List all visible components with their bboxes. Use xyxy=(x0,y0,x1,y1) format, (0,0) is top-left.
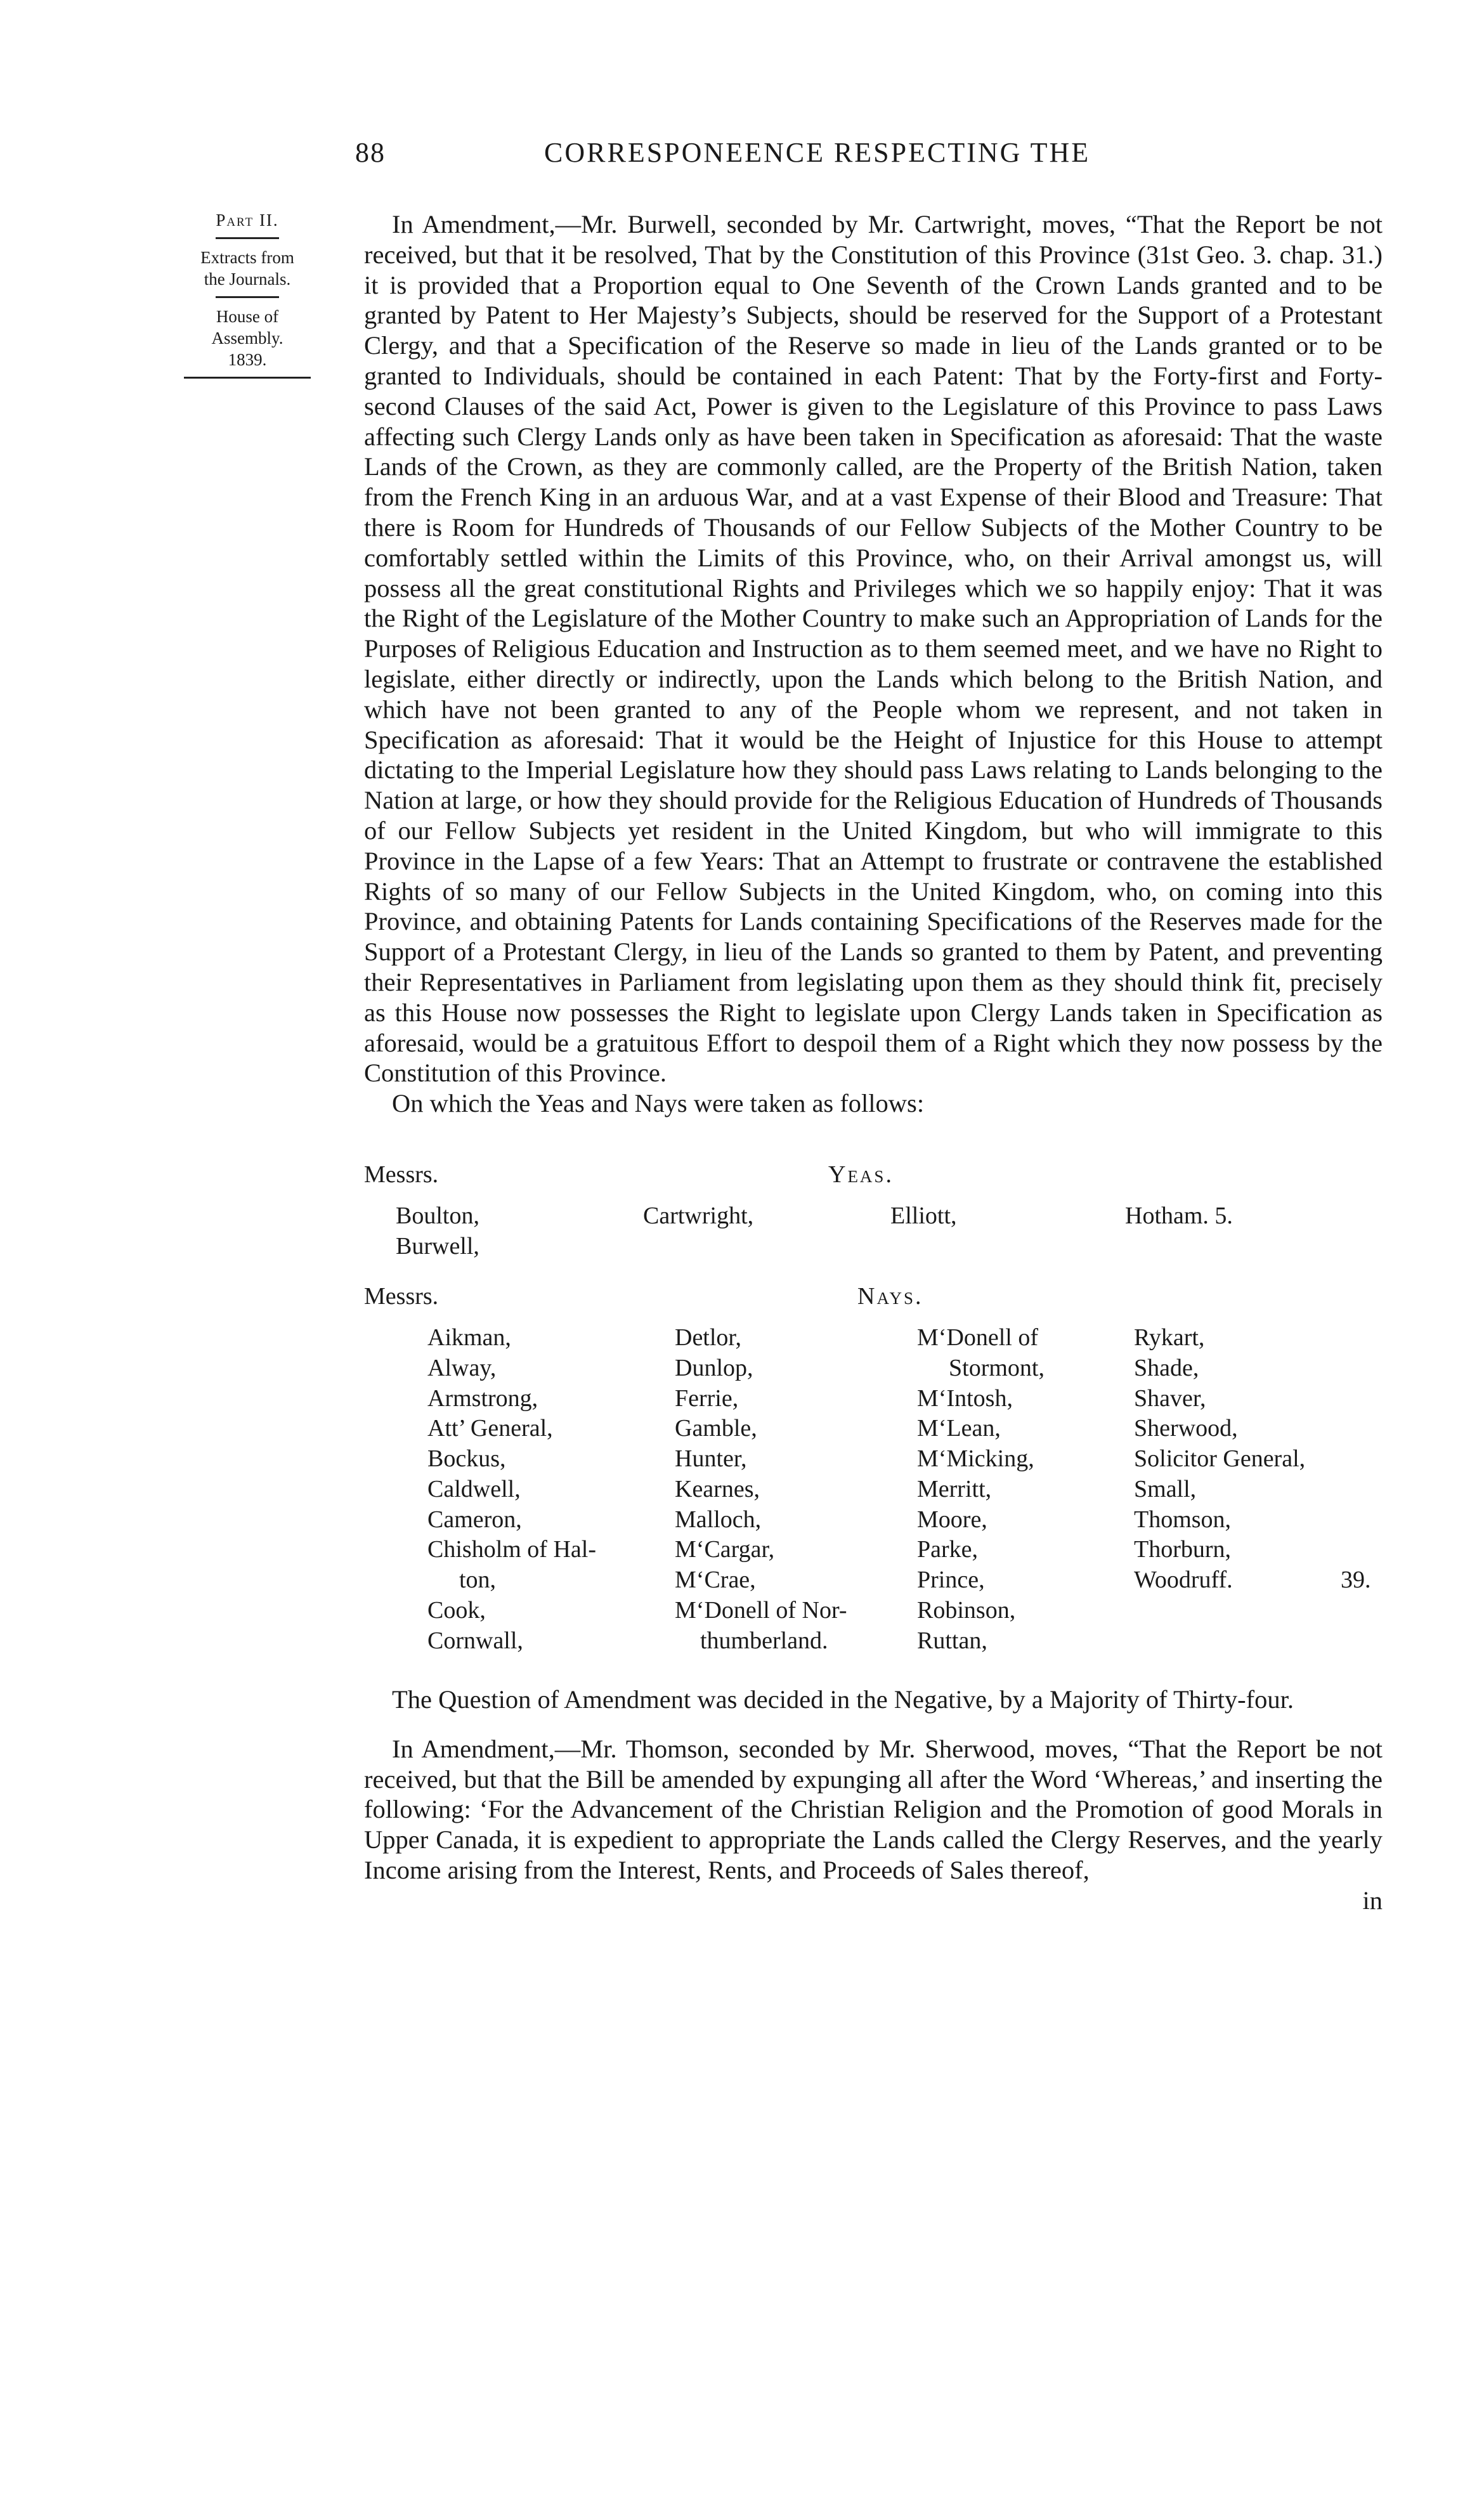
margin-year: 1839. xyxy=(228,350,267,369)
list-item: Caldwell, xyxy=(427,1475,521,1502)
list-item: M‘Crae, xyxy=(675,1567,756,1594)
list-item: Hotham. 5. xyxy=(1125,1202,1233,1229)
list-item: Chisholm of Hal- xyxy=(427,1536,596,1563)
list-item: Hunter, xyxy=(675,1445,747,1473)
list-item: M‘Cargar, xyxy=(675,1536,775,1563)
list-item: Att’ General, xyxy=(427,1415,553,1442)
margin-note xyxy=(171,209,323,379)
yeas-col-1 xyxy=(396,1201,479,1262)
list-item: Shade, xyxy=(1134,1354,1199,1381)
margin-part: Part II. xyxy=(216,211,279,230)
yeas-heading xyxy=(364,1161,1383,1201)
list-item: M‘Donell of xyxy=(917,1324,1039,1351)
page-body xyxy=(364,209,1383,1915)
list-item: Armstrong, xyxy=(427,1384,538,1412)
list-item: Elliott, xyxy=(890,1202,957,1229)
list-item: Rykart, xyxy=(1134,1324,1205,1351)
list-item: M‘Lean, xyxy=(917,1415,1001,1442)
yeas-label: Yeas. xyxy=(828,1161,894,1188)
list-item: Ruttan, xyxy=(917,1627,987,1654)
list-item: Sherwood, xyxy=(1134,1415,1238,1442)
list-item: Gamble, xyxy=(675,1415,757,1442)
list-item: Small, xyxy=(1134,1475,1197,1502)
list-item: Kearnes, xyxy=(675,1475,760,1502)
list-item: Prince, xyxy=(917,1567,985,1594)
list-item: Parke, xyxy=(917,1536,979,1563)
margin-house-line2: Assembly. xyxy=(211,329,283,348)
nays-label: Nays. xyxy=(857,1282,923,1310)
list-item: Burwell, xyxy=(396,1232,479,1260)
list-item: Cartwright, xyxy=(643,1202,754,1229)
yeas-col-4 xyxy=(1125,1201,1233,1232)
yeas-nays-intro: On which the Yeas and Nays were taken as follows: xyxy=(392,1089,925,1118)
list-item: M‘Micking, xyxy=(917,1445,1034,1473)
list-item: Dunlop, xyxy=(675,1354,753,1381)
list-item: Aikman, xyxy=(427,1324,511,1351)
nays-col-1 xyxy=(427,1323,596,1657)
yeas-col-2 xyxy=(643,1201,753,1232)
margin-extracts-line1: Extracts from xyxy=(200,248,294,267)
margin-extracts-line2: the Journals. xyxy=(204,270,291,289)
list-item: Cornwall, xyxy=(427,1627,523,1654)
catchword: in xyxy=(1362,1886,1383,1915)
yeas-col-3 xyxy=(890,1201,957,1232)
list-item: Ferrie, xyxy=(675,1384,739,1412)
list-item: Shaver, xyxy=(1134,1384,1206,1412)
amendment-paragraph-1: In Amendment,—Mr. Burwell, seconded by Mr. Cartwright, moves, “That the Report be not received, but that it be resolved, That by the Constitution of this Province (31st Geo. 3. chap. 31.) it is provided that a Proportion equal to One Seventh of the Crown Lands granted and to be granted by Patent to Her Majesty’s Subjects, should be reserved for the Support of a Protestant Clergy, and that a Specification of the Reserve so made in lieu of the Lands granted or to be granted to Individuals, should be contained in each Patent: That by the Forty-first and Forty-second Clauses of the said Act, Power is given to the Legislature of this Province to pass Laws affecting such Clergy Lands only as have been taken in Specification as aforesaid: That the waste Lands of the Crown, as they are commonly called, are the Property of the British Nation, taken from the French King in an arduous War, and at a vast Expense of their Blood and Treasure: That there is Room for Hundreds of Thousands of our Fellow Subjects of the Mother Country to be comfortably settled within the Limits of this Province, who, on their Arrival amongst us, will possess all the great constitutional Rights and Privileges which we so happily enjoy: That it was the Right of the Legislature of the Mother Country to make such an Appropriation of Lands for the Purposes of Religious Education and Instruction as to them seemed meet, and we have no Right to legislate, either directly or indirectly, upon the Lands which belong to the British Nation, and which have not been granted to any of the People whom we represent, and not taken in Specification as aforesaid: That it would be the Height of Injustice for this House to attempt dictating to the Imperial Legislature how they should pass Laws relating to Lands belonging to the Nation at large, or how they should provide for the Religious Education of Hundreds of Thousands of our Fellow Subjects yet resident in the United Kingdom, but who will immigrate to this Province in the Lapse of a few Years: That an Attempt to frustrate or contravene the established Rights of so many of our Fellow Subjects in the United Kingdom, who, on coming into this Province, and obtaining Patents for Lands containing Specifications of the Reserves made for the Support of a Protestant Clergy, in lieu of the Lands so granted to them by Patent, and preventing their Representatives in Parliament from legislating upon them as they should think fit, precisely as this House now possesses the Right to legislate upon Clergy Lands taken in Specification as aforesaid, would be a gratuitous Effort to despoil them of a Right which they now possess by the Constitution of this Province. xyxy=(364,210,1383,1088)
list-item: Bockus, xyxy=(427,1445,506,1473)
nays-list xyxy=(364,1323,1383,1665)
list-item: thumberland. xyxy=(700,1627,828,1654)
list-item: Thorburn, xyxy=(1134,1536,1232,1563)
list-item: Stormont, xyxy=(949,1354,1045,1381)
yeas-messrs: Messrs. xyxy=(364,1161,439,1188)
list-item: Moore, xyxy=(917,1506,987,1533)
margin-rule xyxy=(216,296,279,298)
nays-count: 39. xyxy=(1341,1566,1371,1593)
list-item: Solicitor General, xyxy=(1134,1445,1306,1473)
list-item: Cook, xyxy=(427,1597,486,1624)
margin-rule xyxy=(216,237,279,239)
margin-rule xyxy=(184,377,311,379)
list-item: ton, xyxy=(459,1567,497,1594)
list-item: M‘Donell of Nor- xyxy=(675,1597,847,1624)
list-item: Alway, xyxy=(427,1354,497,1381)
list-item: Boulton, xyxy=(396,1202,479,1229)
list-item: M‘Intosh, xyxy=(917,1384,1013,1412)
list-item: Cameron, xyxy=(427,1506,522,1533)
running-title: CORRESPONEENCE RESPECTING THE xyxy=(544,137,1091,168)
page-header xyxy=(355,136,1446,181)
nays-col-4 xyxy=(1134,1323,1305,1596)
nays-messrs: Messrs. xyxy=(364,1282,439,1310)
decision-paragraph: The Question of Amendment was decided in the Negative, by a Majority of Thirty-four. xyxy=(392,1684,1294,1714)
amendment-paragraph-2: In Amendment,—Mr. Thomson, seconded by Mr. Sherwood, moves, “That the Report be not received, but that the Bill be amended by expunging all after the Word ‘Whereas,’ and inserting the following: ‘For the Advancement of the Christian Religion and the Promotion of good Morals in Upper Canada, it is expedient to appropriate the Lands called the Clergy Reserves, and the yearly Income arising from the Interest, Rents, and Proceeds of Sales thereof, xyxy=(364,1734,1383,1884)
list-item: Malloch, xyxy=(675,1506,762,1533)
nays-col-3 xyxy=(917,1323,1045,1657)
list-item: Detlor, xyxy=(675,1324,742,1351)
page-number: 88 xyxy=(355,137,386,168)
nays-heading xyxy=(364,1282,1383,1323)
list-item: Thomson, xyxy=(1134,1506,1232,1533)
nays-col-2 xyxy=(675,1323,847,1657)
yeas-list xyxy=(364,1201,1383,1271)
list-item: Woodruff. xyxy=(1134,1567,1233,1594)
list-item: Merritt, xyxy=(917,1475,992,1502)
margin-house-line1: House of xyxy=(216,307,279,326)
list-item: Robinson, xyxy=(917,1597,1016,1624)
